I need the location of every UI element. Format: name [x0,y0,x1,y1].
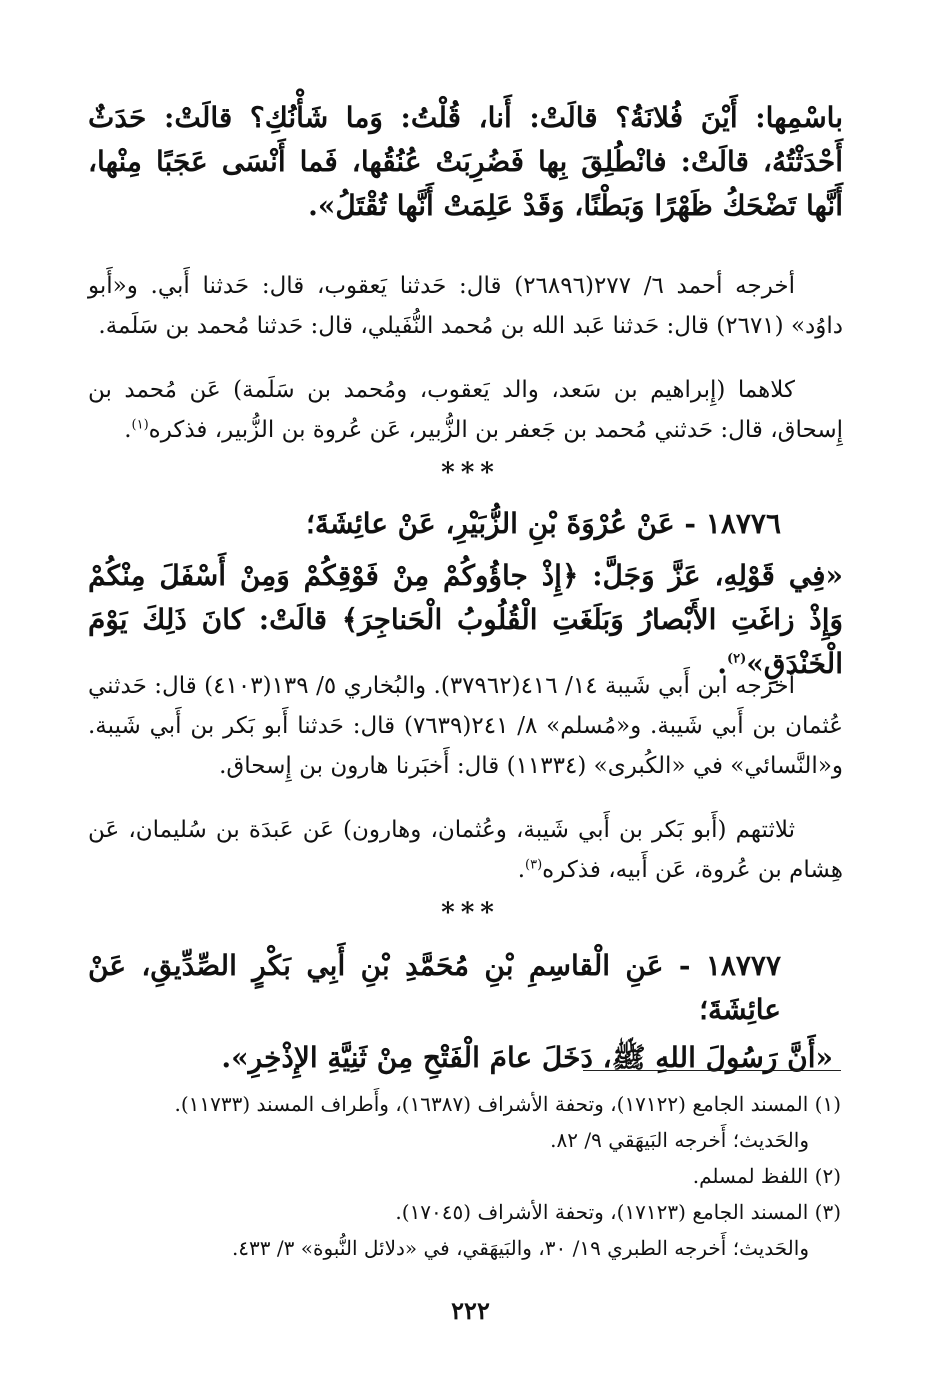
takhrij-text: ثلاثتهم (أَبو بَكر بن أَبي شَيبة، وعُثمان، وهارون) عَن عَبدَة بن سُليمان، عَن هِشام بن عُروة، عَن أَبيه، فذكره [88,817,843,883]
hadith-text: باسْمِها: أَيْنَ فُلانَةُ؟ قالَتْ: أَنا، قُلْتُ: وَما شَأْنُكِ؟ قالَتْ: حَدَثٌ أَحْدَثْتُهُ، قالَتْ: فانْطُلِقَ بِها فَضُرِبَتْ عُنُقُها، فَما أَنْسَى عَجَبًا مِنْها، أَنَّها تَضْحَكُ ظَهْرًا وَبَطْنًا، وَقَدْ عَلِمَتْ أَنَّها تُقْتَلُ». [88,101,843,222]
footnote-3: (٣) المسند الجامع (١٧١٢٣)، وتحفة الأشراف (١٧٠٤٥). [395,1200,841,1224]
takhrij-18775-paragraph-2 [88,370,843,450]
section-separator: *** [441,898,500,928]
hadith-isnad: عَنِ الْقاسِمِ بْنِ مُحَمَّدِ بْنِ أَبِي بَكْرٍ الصِّدِّيقِ، عَنْ عائِشَةَ؛ [88,949,781,1026]
footnote-divider [583,1070,841,1071]
hadith-text: «فِي قَوْلِهِ، عَزَّ وَجَلَّ: ﴿إِذْ جاؤُوكُمْ مِنْ فَوْقِكُمْ وَمِنْ أَسْفَلَ مِنْكُمْ وَإِذْ زاغَتِ الأَبْصارُ وَبَلَغَتِ الْقُلُوبُ الْحَناجِرَ﴾ قالَتْ: كانَ ذَلِكَ يَوْمَ الْخَنْدَقِ» [88,559,844,680]
sentence-end: . [124,417,132,443]
hadith-18777-head [88,944,843,1032]
takhrij-18775-paragraph-1 [88,266,843,346]
footnote-ref-1[interactable]: (١) [131,417,149,433]
hadith-18776-head [88,502,843,546]
footnote-2: (٢) اللفظ لمسلم. [692,1164,841,1188]
page-number: ٢٢٢ [451,1296,490,1325]
footnote-3-continuation: والحَديث؛ أَخرجه الطبري ١٩/ ٣٠، والبَيهَقي، في «دلائل النُّبوة» ٣/ ٤٣٣. [231,1236,809,1260]
section-separator: *** [441,458,500,488]
takhrij-text: أخرجه ابن أَبي شَيبة ١٤/ ٤١٦(٣٧٩٦٢). والبُخاري ٥/ ١٣٩(٤١٠٣) قال: حَدثني عُثمان بن أَبي شَيبة. و«مُسلم» ٨/ ٢٤١(٧٦٣٩) قال: حَدثنا أَبو بَكر بن أَبي شَيبة. و«النَّسائي» في «الكُبرى» (١١٣٣٤) قال: أَخبَرنا هارون بن إِسحاق. [88,673,843,779]
takhrij-18776-paragraph-2 [88,810,843,890]
takhrij-18776-paragraph-1 [88,666,843,786]
footnote-ref-2[interactable]: (٢) [726,651,747,667]
takhrij-text: كلاهما (إِبراهيم بن سَعد، والد يَعقوب، ومُحمد بن سَلَمة) عَن مُحمد بن إِسحاق، قال: حَدثني مُحمد بن جَعفر بن الزُّبير، عَن عُروة بن الزُّبير، فذكره [88,377,843,443]
hadith-isnad: عَنْ عُرْوَةَ بْنِ الزُّبَيْرِ، عَنْ عائِشَةَ؛ [306,507,675,540]
sentence-end: . [517,857,526,883]
footnote-1-continuation: والحَديث؛ أَخرجه البَيهَقي ٩/ ٨٢. [550,1128,809,1152]
hadith-text: «أَنَّ رَسُولَ اللهِ ﷺ، دَخَلَ عامَ الْفَتْحِ مِنْ ثَنِيَّةِ الإِذْخِرِ». [221,1041,833,1074]
hadith-18777 [88,944,843,1080]
takhrij-text: أخرجه أحمد ٦/ ٢٧٧(٢٦٨٩٦) قال: حَدثنا يَعقوب، قال: حَدثنا أَبي. و«أَبو داوُد» (٢٦٧١) قال: حَدثنا عَبد الله بن مُحمد النُّفَيلي، قال: حَدثنا مُحمد بن سَلَمة. [88,273,843,339]
sentence-end: . [717,647,727,680]
hadith-number: ١٨٧٧٦ - [684,507,781,540]
footnote-1: (١) المسند الجامع (١٧١٢٢)، وتحفة الأشراف (١٦٣٨٧)، وأَطراف المسند (١١٧٣٣). [174,1092,841,1116]
hadith-number: ١٨٧٧٧ - [678,949,782,982]
footnotes [88,1086,841,1266]
hadith-18777-matn [88,1036,843,1080]
hadith-18776 [88,502,843,686]
hadith-18775-text [88,96,843,228]
footnote-ref-3[interactable]: (٣) [525,857,543,873]
